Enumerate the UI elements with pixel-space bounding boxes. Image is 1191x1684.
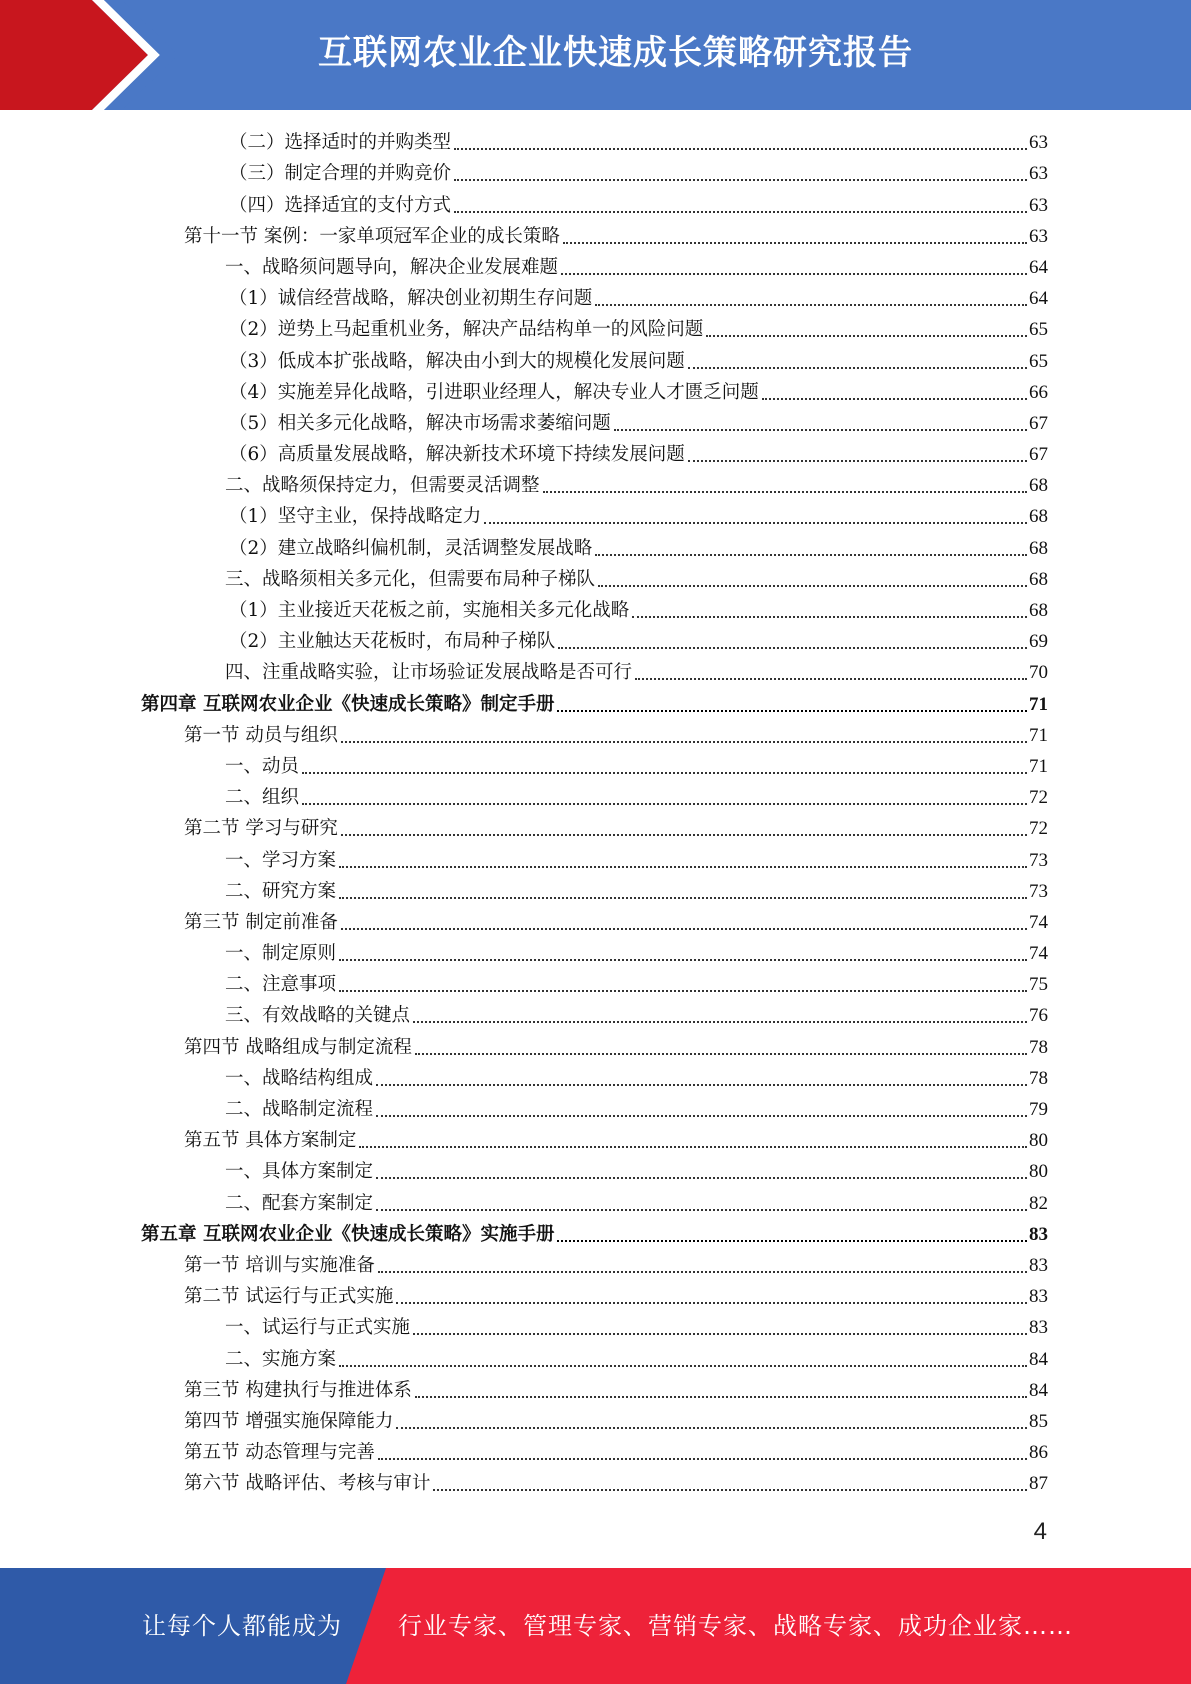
toc-entry-page: 68 (1029, 537, 1048, 559)
toc-entry[interactable] (141, 1125, 1048, 1156)
toc-entry[interactable] (141, 408, 1048, 439)
toc-entry-page: 66 (1029, 381, 1048, 403)
toc-entry-label: 第六节 战略评估、考核与审计 (184, 1473, 431, 1495)
toc-dot-leader (563, 242, 1027, 244)
toc-entry[interactable] (141, 595, 1048, 626)
toc-entry-page: 83 (1029, 1317, 1048, 1339)
toc-dot-leader (558, 647, 1027, 649)
toc-dot-leader (413, 1021, 1027, 1023)
toc-entry-label: 第四章 互联网农业企业《快速成长策略》制定手册 (141, 693, 555, 715)
toc-entry-page: 70 (1029, 662, 1048, 684)
toc-dot-leader (339, 897, 1027, 899)
toc-entry[interactable] (141, 907, 1048, 938)
toc-dot-leader (706, 335, 1027, 337)
toc-entry-page: 67 (1029, 444, 1048, 466)
toc-entry-label: 二、注意事项 (225, 974, 337, 996)
toc-entry[interactable] (141, 439, 1048, 470)
toc-entry-page: 78 (1029, 1036, 1048, 1058)
toc-entry[interactable] (141, 969, 1048, 1000)
toc-dot-leader (341, 834, 1027, 836)
toc-entry-page: 79 (1029, 1099, 1048, 1120)
toc-entry-label: 一、动员 (225, 755, 300, 777)
toc-dot-leader (614, 429, 1027, 431)
toc-entry-page: 84 (1029, 1348, 1048, 1370)
toc-entry[interactable] (141, 1281, 1048, 1312)
toc-entry[interactable] (141, 1219, 1048, 1250)
toc-entry-label: （三）制定合理的并购竞价 (229, 163, 452, 185)
toc-entry[interactable] (141, 127, 1048, 158)
toc-entry[interactable] (141, 501, 1048, 532)
footer-band (0, 1568, 1191, 1684)
toc-entry-page: 71 (1029, 693, 1048, 715)
toc-entry[interactable] (141, 1250, 1048, 1281)
toc-entry-page: 63 (1029, 163, 1048, 185)
toc-dot-leader (339, 990, 1027, 992)
toc-entry-page: 63 (1029, 132, 1048, 154)
toc-entry-label: 二、实施方案 (225, 1348, 337, 1370)
toc-dot-leader (595, 554, 1027, 556)
toc-dot-leader (413, 1333, 1027, 1335)
toc-dot-leader (595, 304, 1027, 306)
toc-entry-page: 82 (1029, 1192, 1048, 1214)
toc-entry-page: 74 (1029, 943, 1048, 965)
toc-entry[interactable] (141, 1312, 1048, 1343)
toc-entry[interactable] (141, 813, 1048, 844)
toc-entry[interactable] (141, 1437, 1048, 1468)
toc-entry-page: 87 (1029, 1473, 1048, 1495)
toc-entry-label: 第一节 培训与实施准备 (184, 1254, 375, 1276)
toc-entry[interactable] (141, 626, 1048, 657)
toc-entry-page: 68 (1029, 568, 1048, 590)
toc-entry[interactable] (141, 720, 1048, 751)
toc-entry[interactable] (141, 657, 1048, 688)
toc-entry[interactable] (141, 751, 1048, 782)
toc-dot-leader (378, 1271, 1027, 1273)
toc-entry-page: 64 (1029, 256, 1048, 278)
toc-entry-page: 63 (1029, 194, 1048, 216)
toc-entry-label: 一、制定原则 (225, 943, 337, 965)
toc-dot-leader (359, 1146, 1027, 1148)
toc-entry-label: 四、注重战略实验，让市场验证发展战略是否可行 (225, 662, 633, 684)
toc-dot-leader (632, 616, 1027, 618)
toc-dot-leader (454, 211, 1027, 213)
toc-dot-leader (557, 1240, 1027, 1242)
toc-entry-page: 86 (1029, 1442, 1048, 1464)
toc-dot-leader (561, 273, 1027, 275)
toc-entry[interactable] (141, 377, 1048, 408)
toc-entry[interactable] (141, 688, 1048, 719)
toc-entry-label: （1）诚信经营战略，解决创业初期生存问题 (229, 288, 593, 310)
toc-entry-page: 71 (1029, 724, 1048, 746)
toc-entry-page: 75 (1029, 974, 1048, 996)
toc-entry[interactable] (141, 1063, 1048, 1094)
toc-entry-label: 一、战略须问题导向，解决企业发展难题 (225, 256, 559, 278)
toc-entry-page: 74 (1029, 911, 1048, 933)
toc-entry[interactable] (141, 876, 1048, 907)
toc-dot-leader (396, 1302, 1027, 1304)
toc-entry-page: 83 (1029, 1223, 1048, 1245)
toc-entry-label: 一、试运行与正式实施 (225, 1317, 411, 1339)
toc-entry-label: （5）相关多元化战略，解决市场需求萎缩问题 (229, 412, 611, 434)
page-number: 4 (1033, 1518, 1047, 1545)
toc-entry-label: （2）逆势上马起重机业务，解决产品结构单一的风险问题 (229, 319, 704, 341)
toc-entry[interactable] (141, 1094, 1048, 1125)
toc-entry-label: 第五节 动态管理与完善 (184, 1442, 375, 1464)
toc-entry[interactable] (141, 1187, 1048, 1218)
toc-entry[interactable] (141, 1156, 1048, 1187)
toc-entry[interactable] (141, 782, 1048, 813)
toc-entry[interactable] (141, 221, 1048, 252)
toc-dot-leader (396, 1427, 1027, 1429)
toc-dot-leader (454, 148, 1027, 150)
toc-entry[interactable] (141, 314, 1048, 345)
toc-entry-label: （二）选择适时的并购类型 (229, 132, 452, 154)
toc-dot-leader (484, 522, 1027, 524)
toc-dot-leader (376, 1084, 1027, 1086)
toc-entry-page: 85 (1029, 1410, 1048, 1432)
toc-entry-label: 第二节 试运行与正式实施 (184, 1286, 394, 1308)
toc-entry-page: 65 (1029, 319, 1048, 341)
toc-dot-leader (341, 741, 1027, 743)
toc-dot-leader (339, 866, 1027, 868)
toc-entry-label: （4）实施差异化战略，引进职业经理人，解决专业人才匮乏问题 (229, 381, 759, 403)
toc-entry-page: 73 (1029, 880, 1048, 902)
toc-entry-label: （1）坚守主业，保持战略定力 (229, 506, 482, 528)
report-title: 互联网农业企业快速成长策略研究报告 (318, 33, 913, 73)
toc-entry-page: 83 (1029, 1286, 1048, 1308)
toc-entry[interactable] (141, 283, 1048, 314)
toc-dot-leader (339, 959, 1027, 961)
toc-entry-label: 第一节 动员与组织 (184, 724, 338, 746)
toc-entry[interactable] (141, 532, 1048, 563)
toc-entry[interactable] (141, 1468, 1048, 1499)
toc-entry-label: 一、具体方案制定 (225, 1161, 374, 1183)
toc-dot-leader (454, 179, 1027, 181)
footer-slogan-right: 行业专家、管理专家、营销专家、战略专家、成功企业家…… (398, 1612, 1073, 1640)
toc-dot-leader (302, 772, 1027, 774)
toc-entry-page: 76 (1029, 1005, 1048, 1027)
toc-entry[interactable] (141, 345, 1048, 376)
toc-entry-label: 第二节 学习与研究 (184, 818, 338, 840)
toc-entry-label: （2）建立战略纠偏机制，灵活调整发展战略 (229, 537, 593, 559)
toc-entry[interactable] (141, 158, 1048, 189)
toc-entry[interactable] (141, 564, 1048, 595)
toc-entry-label: 一、战略结构组成 (225, 1067, 374, 1089)
toc-entry-label: 第三节 制定前准备 (184, 911, 338, 933)
toc-entry-label: （6）高质量发展战略，解决新技术环境下持续发展问题 (229, 444, 685, 466)
toc-entry-page: 67 (1029, 412, 1048, 434)
toc-entry-label: 第五节 具体方案制定 (184, 1130, 357, 1152)
toc-dot-leader (376, 1177, 1027, 1179)
toc-entry[interactable] (141, 1343, 1048, 1374)
toc-entry[interactable] (141, 252, 1048, 283)
toc-dot-leader (376, 1209, 1027, 1211)
header-band (0, 0, 1191, 110)
toc-entry-label: 第三节 构建执行与推进体系 (184, 1379, 412, 1401)
toc-entry-label: 第四节 战略组成与制定流程 (184, 1036, 412, 1058)
toc-entry[interactable] (141, 189, 1048, 220)
toc-entry-page: 78 (1029, 1067, 1048, 1089)
toc-entry-label: 第十一节 案例：一家单项冠军企业的成长策略 (184, 225, 560, 247)
toc-dot-leader (635, 678, 1027, 680)
toc-entry-page: 68 (1029, 600, 1048, 621)
toc-entry-page: 68 (1029, 506, 1048, 528)
toc-dot-leader (415, 1053, 1027, 1055)
toc-entry-page: 64 (1029, 288, 1048, 310)
toc-entry-label: 一、学习方案 (225, 849, 337, 871)
toc-entry-page: 69 (1029, 631, 1048, 653)
toc-entry-page: 63 (1029, 225, 1048, 247)
toc-entry-label: 二、战略制定流程 (225, 1099, 374, 1120)
toc-dot-leader (688, 367, 1027, 369)
toc-entry-page: 72 (1029, 787, 1048, 809)
toc-entry-page: 83 (1029, 1254, 1048, 1276)
toc-entry-page: 84 (1029, 1379, 1048, 1401)
toc-dot-leader (302, 803, 1027, 805)
toc-entry[interactable] (141, 938, 1048, 969)
toc-entry-page: 68 (1029, 475, 1048, 497)
toc-entry-label: 第五章 互联网农业企业《快速成长策略》实施手册 (141, 1223, 555, 1245)
toc-dot-leader (543, 491, 1027, 493)
toc-entry-page: 72 (1029, 818, 1048, 840)
toc-dot-leader (688, 460, 1027, 462)
toc-dot-leader (762, 398, 1027, 400)
toc-entry-page: 71 (1029, 755, 1048, 777)
toc-dot-leader (376, 1115, 1027, 1117)
toc-entry-label: 三、有效战略的关键点 (225, 1005, 411, 1027)
toc-entry[interactable] (141, 1406, 1048, 1437)
toc-entry-label: （四）选择适宜的支付方式 (229, 194, 452, 216)
toc-dot-leader (339, 1365, 1027, 1367)
toc-dot-leader (341, 928, 1027, 930)
toc-entry[interactable] (141, 470, 1048, 501)
toc-entry-page: 80 (1029, 1130, 1048, 1152)
toc-entry-label: 第四节 增强实施保障能力 (184, 1410, 394, 1432)
footer-slogan-left: 让每个人都能成为 (142, 1612, 342, 1640)
toc-dot-leader (557, 710, 1027, 712)
toc-entry-label: （2）主业触达天花板时，布局种子梯队 (229, 631, 556, 653)
toc-entry-label: 二、战略须保持定力，但需要灵活调整 (225, 475, 540, 497)
toc-entry-label: （3）低成本扩张战略，解决由小到大的规模化发展问题 (229, 350, 685, 372)
toc-entry-page: 80 (1029, 1161, 1048, 1183)
table-of-contents (141, 127, 1048, 1499)
toc-dot-leader (433, 1489, 1027, 1491)
toc-entry[interactable] (141, 1375, 1048, 1406)
toc-entry[interactable] (141, 844, 1048, 875)
toc-dot-leader (415, 1396, 1027, 1398)
toc-entry[interactable] (141, 1000, 1048, 1031)
toc-entry[interactable] (141, 1031, 1048, 1062)
toc-entry-page: 73 (1029, 849, 1048, 871)
toc-dot-leader (378, 1458, 1027, 1460)
toc-entry-label: 二、配套方案制定 (225, 1192, 374, 1214)
toc-entry-label: 二、研究方案 (225, 880, 337, 902)
toc-entry-label: （1）主业接近天花板之前，实施相关多元化战略 (229, 600, 630, 621)
toc-dot-leader (598, 585, 1027, 587)
toc-entry-label: 二、组织 (225, 787, 300, 809)
toc-entry-label: 三、战略须相关多元化，但需要布局种子梯队 (225, 568, 596, 590)
toc-entry-page: 65 (1029, 350, 1048, 372)
